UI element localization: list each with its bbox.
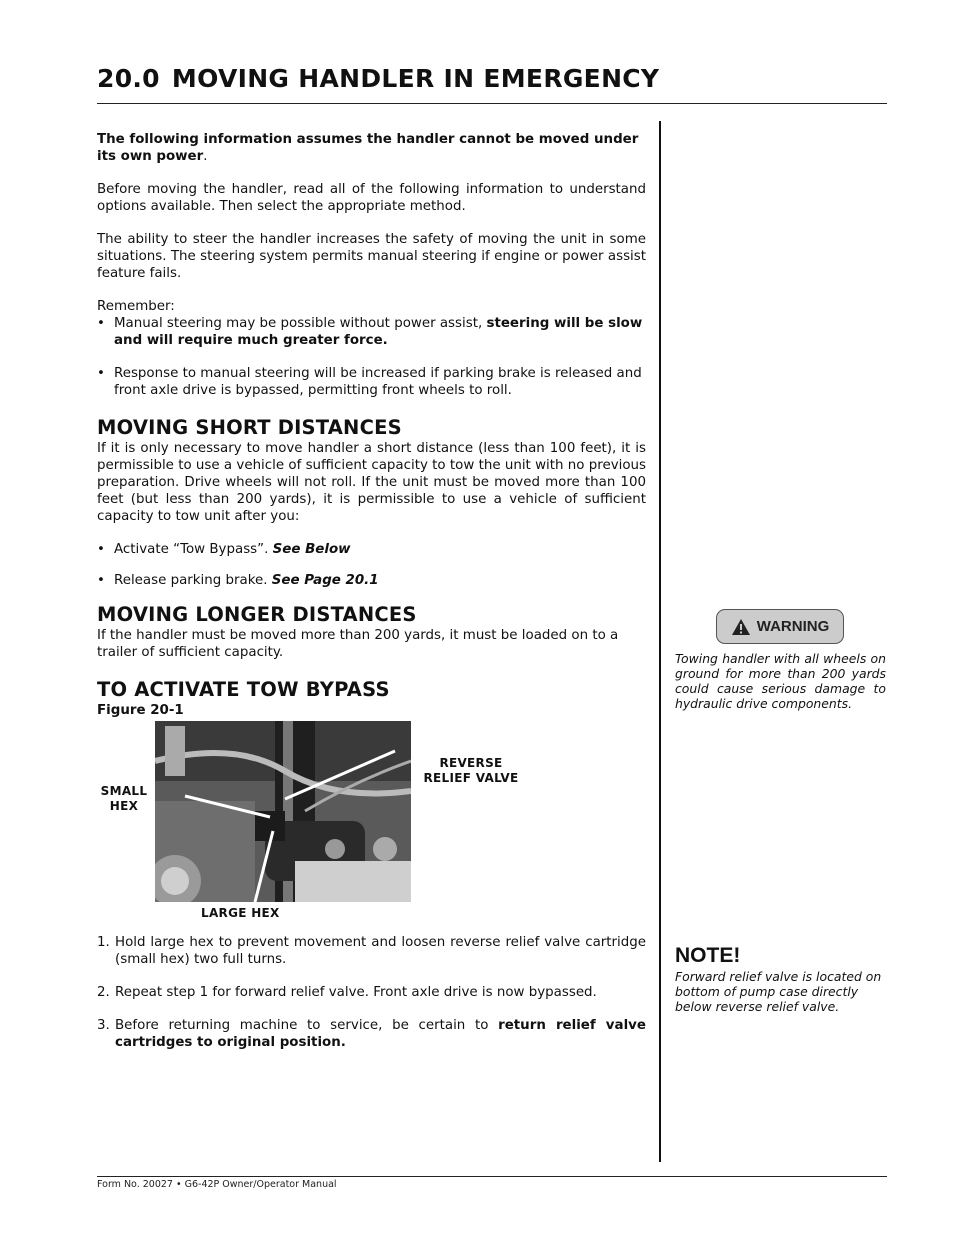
heading-tow-bypass: TO ACTIVATE TOW BYPASS xyxy=(97,678,390,701)
remember-label: Remember: xyxy=(97,299,175,314)
step-number: 3. xyxy=(97,1018,110,1033)
callout-large-hex: LARGE HEX xyxy=(201,906,280,920)
cross-reference: See Below xyxy=(272,542,351,557)
step-text: Hold large hex to prevent movement and loosen reverse relief valve cartridge (small hex) two full turns. xyxy=(115,935,646,967)
heading-longer-distances: MOVING LONGER DISTANCES xyxy=(97,603,417,626)
list-item xyxy=(97,315,646,349)
bullet-dot: • xyxy=(97,316,105,331)
step-text: Repeat step 1 for forward relief valve. Front axle drive is now bypassed. xyxy=(115,985,597,1000)
cross-reference: See Page 20.1 xyxy=(271,573,379,588)
column-divider xyxy=(659,121,661,1162)
warning-text: Towing handler with all wheels on ground for more than 200 yards could cause serious damage to hydraulic drive components. xyxy=(675,651,886,711)
intro-lead xyxy=(97,131,646,165)
warning-badge xyxy=(716,609,844,644)
footer-text: Form No. 20027 • G6-42P Owner/Operator Manual xyxy=(97,1179,337,1190)
bullet-text: Manual steering may be possible without power assist, xyxy=(114,316,487,331)
intro-lead-bold: The following information assumes the handler cannot be moved under its own power xyxy=(97,132,639,164)
bullet-text: Response to manual steering will be increased if parking brake is released and front axle drive is bypassed, permitting front wheels to roll. xyxy=(114,366,642,398)
callout-small-hex: SMALL HEX xyxy=(100,784,148,813)
warning-label: WARNING xyxy=(756,618,830,635)
step-item xyxy=(97,984,646,1001)
intro-lead-period: . xyxy=(203,149,208,164)
longer-distances-body: If the handler must be moved more than 200 yards, it must be loaded on to a trailer of sufficient capacity. xyxy=(97,628,619,660)
list-item xyxy=(97,572,646,589)
bullet-dot: • xyxy=(97,366,105,381)
bullet-text: Activate “Tow Bypass”. xyxy=(114,542,273,557)
figure-20-1 xyxy=(97,719,646,934)
figure-label: Figure 20-1 xyxy=(97,703,184,718)
section-title: MOVING HANDLER IN EMERGENCY xyxy=(171,64,660,93)
step-bold-text: return relief valve cartridges to original position. xyxy=(115,1018,646,1050)
list-item xyxy=(97,365,646,399)
list-item xyxy=(97,541,646,558)
step-item xyxy=(97,1017,646,1051)
bullet-text: Release parking brake. xyxy=(114,573,272,588)
intro-paragraph-2: The ability to steer the handler increases the safety of moving the unit in some situations. The steering system permits manual steering if engine or power assist feature fails. xyxy=(97,232,646,281)
step-item xyxy=(97,934,646,968)
valve-photo xyxy=(155,721,411,902)
section-number: 20.0 xyxy=(97,64,160,93)
footer-divider xyxy=(97,1176,887,1177)
step-text: Before returning machine to service, be certain to xyxy=(115,1018,499,1033)
callout-reverse-relief-valve: REVERSE RELIEF VALVE xyxy=(423,756,519,785)
step-number: 2. xyxy=(97,985,110,1000)
bullet-dot: • xyxy=(97,542,105,557)
title-divider xyxy=(97,103,887,104)
bullet-bold-text: steering will be slow and will require much greater force. xyxy=(114,316,643,348)
note-text: Forward relief valve is located on bottom of pump case directly below reverse relief valve. xyxy=(675,969,882,1014)
page-title xyxy=(97,64,659,93)
main-column xyxy=(97,131,646,1051)
note-title: NOTE! xyxy=(675,944,741,967)
heading-short-distances: MOVING SHORT DISTANCES xyxy=(97,416,402,439)
warning-triangle-icon xyxy=(731,618,751,636)
step-number: 1. xyxy=(97,935,110,950)
short-distances-body: If it is only necessary to move handler a short distance (less than 100 feet), it is permissible to use a vehicle of sufficient capacity to tow the unit with no previous preparation. Drive wheels will not roll. If the unit must be moved more than 100 feet (but less than 200 yards), it is permissible to use a vehicle of sufficient capacity to tow unit after you: xyxy=(97,441,646,524)
bullet-dot: • xyxy=(97,573,105,588)
intro-paragraph-1: Before moving the handler, read all of the following information to understand options available. Then select the appropriate method. xyxy=(97,182,646,214)
